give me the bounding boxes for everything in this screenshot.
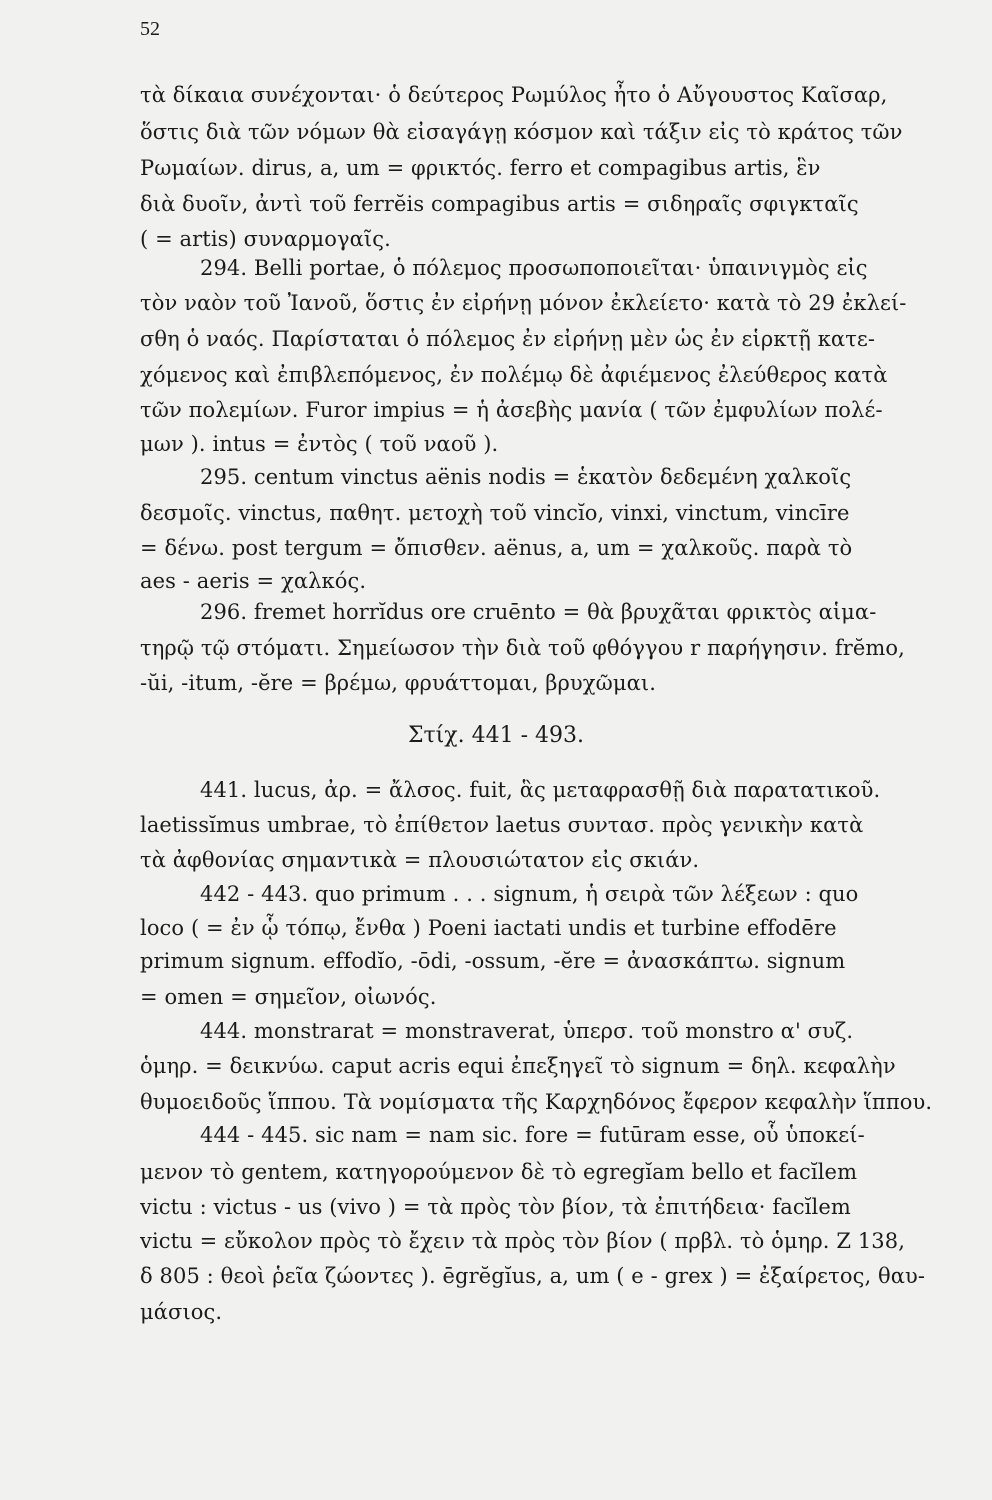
text-line: δεσμοῖς. vinctus, παθητ. μετοχὴ τοῦ vincĭo, vinxi, vinctum, vincīre bbox=[140, 501, 850, 525]
text-line: laetissĭmus umbrae, τὸ ἐπίθετον laetus συντασ. πρὸς γενικὴν κατὰ bbox=[140, 813, 864, 837]
text-line: = omen = σημεῖον, οἰωνός. bbox=[140, 985, 437, 1009]
text-line: aes - aeris = χαλκός. bbox=[140, 569, 367, 593]
text-line: -ŭi, -itum, -ĕre = βρέμω, φρυάττομαι, βρυχῶμαι. bbox=[140, 671, 656, 695]
text-line-paragraph-start: 444 - 445. sic nam = nam sic. fore = futūram esse, οὗ ὑποκεί- bbox=[200, 1123, 865, 1147]
text-line: ( = artis) συναρμογαῖς. bbox=[140, 227, 391, 251]
text-line-paragraph-start: 296. fremet horrĭdus ore cruēnto = θὰ βρυχᾶται φρικτὸς αἱμα- bbox=[200, 600, 877, 624]
text-line-paragraph-start: 442 - 443. quo primum . . . signum, ἡ σειρὰ τῶν λέξεων : quo bbox=[200, 882, 859, 906]
text-line-paragraph-start: 441. lucus, ἀρ. = ἄλσος. fuit, ἃς μεταφρασθῇ διὰ παρατατικοῦ. bbox=[200, 778, 881, 802]
text-line: μων ). intus = ἐντὸς ( τοῦ ναοῦ ). bbox=[140, 432, 499, 456]
text-line: τηρῷ τῷ στόματι. Σημείωσον τὴν διὰ τοῦ φθόγγου r παρήγησιν. frĕmo, bbox=[140, 636, 905, 660]
text-line: μάσιος. bbox=[140, 1300, 223, 1324]
text-line: loco ( = ἐν ᾧ τόπῳ, ἔνθα ) Poeni iactati undis et turbine effodēre bbox=[140, 916, 837, 940]
text-line: διὰ δυοῖν, ἀντὶ τοῦ ferrĕis compagibus artis = σιδηραῖς σφιγκταῖς bbox=[140, 192, 859, 216]
text-line: ὁμηρ. = δεικνύω. caput acris equi ἐπεξηγεῖ τὸ signum = δηλ. κεφαλὴν bbox=[140, 1054, 896, 1078]
text-line: μενον τὸ gentem, κατηγορούμενον δὲ τὸ egregĭam bello et facĭlem bbox=[140, 1160, 858, 1184]
text-line: τὸν ναὸν τοῦ Ἰανοῦ, ὅστις ἐν εἰρήνῃ μόνον ἐκλείετο· κατὰ τὸ 29 ἐκλεί- bbox=[140, 291, 907, 315]
text-line: χόμενος καὶ ἐπιβλεπόμενος, ἐν πολέμῳ δὲ ἀφιέμενος ἐλεύθερος κατὰ bbox=[140, 363, 888, 387]
page-number: 52 bbox=[140, 18, 160, 40]
text-line-paragraph-start: 444. monstrarat = monstraverat, ὑπερσ. τοῦ monstro α' συζ. bbox=[200, 1019, 854, 1043]
text-line: victu = εὔκολον πρὸς τὸ ἔχειν τὰ πρὸς τὸν βίον ( πρβλ. τὸ ὁμηρ. Ζ 138, bbox=[140, 1229, 905, 1253]
text-line: = δένω. post tergum = ὄπισθεν. aënus, a, um = χαλκοῦς. παρὰ τὸ bbox=[140, 536, 853, 560]
text-line-paragraph-start: 295. centum vinctus aënis nodis = ἑκατὸν δεδεμένη χαλκοῖς bbox=[200, 465, 852, 489]
text-line: τὰ ἀφθονίας σημαντικὰ = πλουσιώτατον εἰς σκιάν. bbox=[140, 848, 700, 872]
text-line: τῶν πολεμίων. Furor impius = ἡ ἀσεβὴς μανία ( τῶν ἐμφυλίων πολέ- bbox=[140, 398, 883, 422]
text-line: Ρωμαίων. dirus, a, um = φρικτός. ferro et compagibus artis, ἓν bbox=[140, 156, 821, 180]
text-line: θυμοειδοῦς ἵππου. Τὰ νομίσματα τῆς Καρχηδόνος ἔφερον κεφαλὴν ἵππου. bbox=[140, 1090, 933, 1114]
section-heading: Στίχ. 441 - 493. bbox=[407, 723, 585, 748]
text-line: σθη ὁ ναός. Παρίσταται ὁ πόλεμος ἐν εἰρήνῃ μὲν ὡς ἐν εἱρκτῇ κατε- bbox=[140, 327, 876, 351]
text-line: δ 805 : θεοὶ ῥεῖα ζώοντες ). ēgrĕgĭus, a, um ( e - grex ) = ἐξαίρετος, θαυ- bbox=[140, 1264, 926, 1288]
text-line: primum signum. effodĭo, -ōdi, -ossum, -ĕre = ἀνασκάπτω. signum bbox=[140, 949, 846, 973]
text-line: victu : victus - us (vivo ) = τὰ πρὸς τὸν βίον, τὰ ἐπιτήδεια· facĭlem bbox=[140, 1195, 851, 1219]
text-line: τὰ δίκαια συνέχονται· ὁ δεύτερος Ρωμύλος ἦτο ὁ Αὔγουστος Καῖσαρ, bbox=[140, 83, 888, 107]
text-line: ὅστις διὰ τῶν νόμων θὰ εἰσαγάγῃ κόσμον καὶ τάξιν εἰς τὸ κράτος τῶν bbox=[140, 120, 903, 144]
text-line-paragraph-start: 294. Belli portae, ὁ πόλεμος προσωποποιεῖται· ὑπαινιγμὸς εἰς bbox=[200, 256, 868, 280]
